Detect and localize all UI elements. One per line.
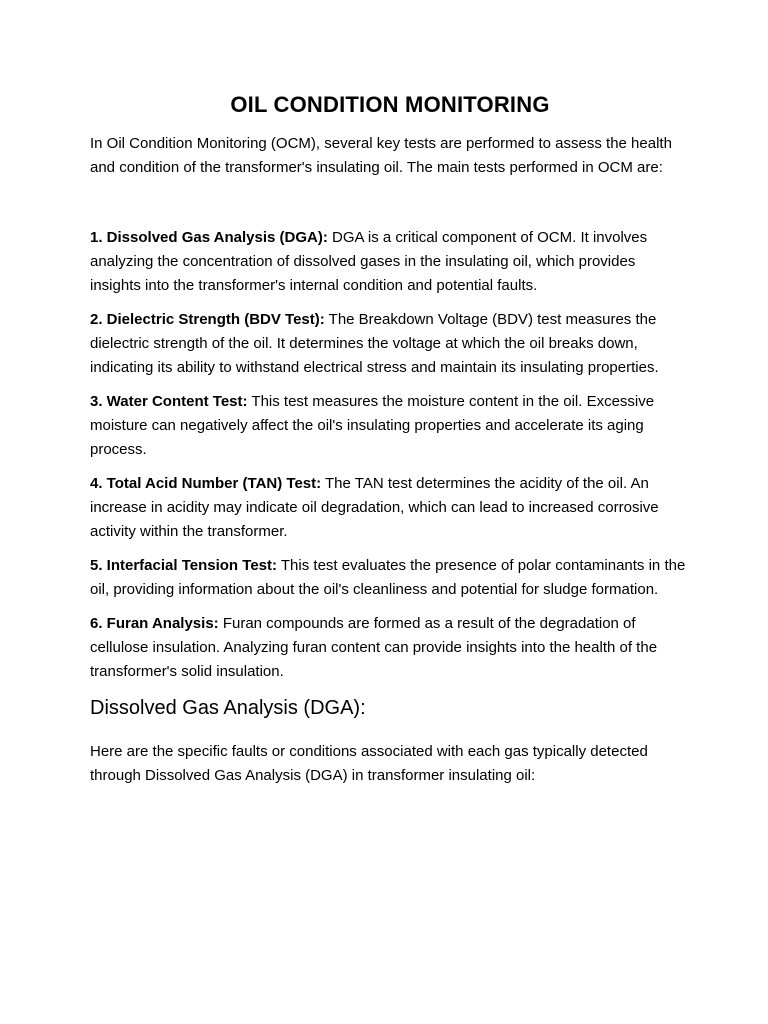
test-description: Furan compounds are formed as a result of the degradation of cellulose insulation. Analyzing furan content can provide insights into the health of the transformer's solid insulation. <box>90 615 658 680</box>
section-paragraph: Here are the specific faults or conditions associated with each gas typically detected through Dissolved Gas Analysis (DGA) in transformer insulating oil: <box>90 743 648 784</box>
test-item-dga <box>90 226 690 298</box>
section-heading-dga: Dissolved Gas Analysis (DGA): <box>90 697 366 719</box>
test-heading: 3. Water Content Test: <box>90 393 248 410</box>
test-item-furan <box>90 612 690 684</box>
test-heading: 6. Furan Analysis: <box>90 615 219 632</box>
test-item-water-content <box>90 390 690 462</box>
test-heading: 2. Dielectric Strength (BDV Test): <box>90 311 325 328</box>
test-item-interfacial-tension <box>90 554 690 602</box>
test-description: This test evaluates the presence of polar contaminants in the oil, providing information about the oil's cleanliness and potential for sludge formation. <box>90 557 686 598</box>
intro-paragraph: In Oil Condition Monitoring (OCM), several key tests are performed to assess the health and condition of the transformer's insulating oil. The main tests performed in OCM are: <box>90 135 672 176</box>
page-title: OIL CONDITION MONITORING <box>230 92 550 117</box>
test-heading: 5. Interfacial Tension Test: <box>90 557 277 574</box>
test-item-tan <box>90 472 690 544</box>
test-description: The TAN test determines the acidity of the oil. An increase in acidity may indicate oil degradation, which can lead to increased corrosive activity within the transformer. <box>90 475 659 540</box>
test-description: This test measures the moisture content in the oil. Excessive moisture can negatively affect the oil's insulating properties and accelerate its aging process. <box>90 393 655 458</box>
test-heading: 4. Total Acid Number (TAN) Test: <box>90 475 322 492</box>
test-item-bdv <box>90 308 690 380</box>
document-body <box>90 92 690 788</box>
test-heading: 1. Dissolved Gas Analysis (DGA): <box>90 229 328 246</box>
test-description: DGA is a critical component of OCM. It involves analyzing the concentration of dissolved gases in the insulating oil, which provides insights into the transformer's internal condition and potential faults. <box>90 229 648 294</box>
test-description: The Breakdown Voltage (BDV) test measures the dielectric strength of the oil. It determines the voltage at which the oil breaks down, indicating its ability to withstand electrical stress and maintain its insulating properties. <box>90 311 659 376</box>
